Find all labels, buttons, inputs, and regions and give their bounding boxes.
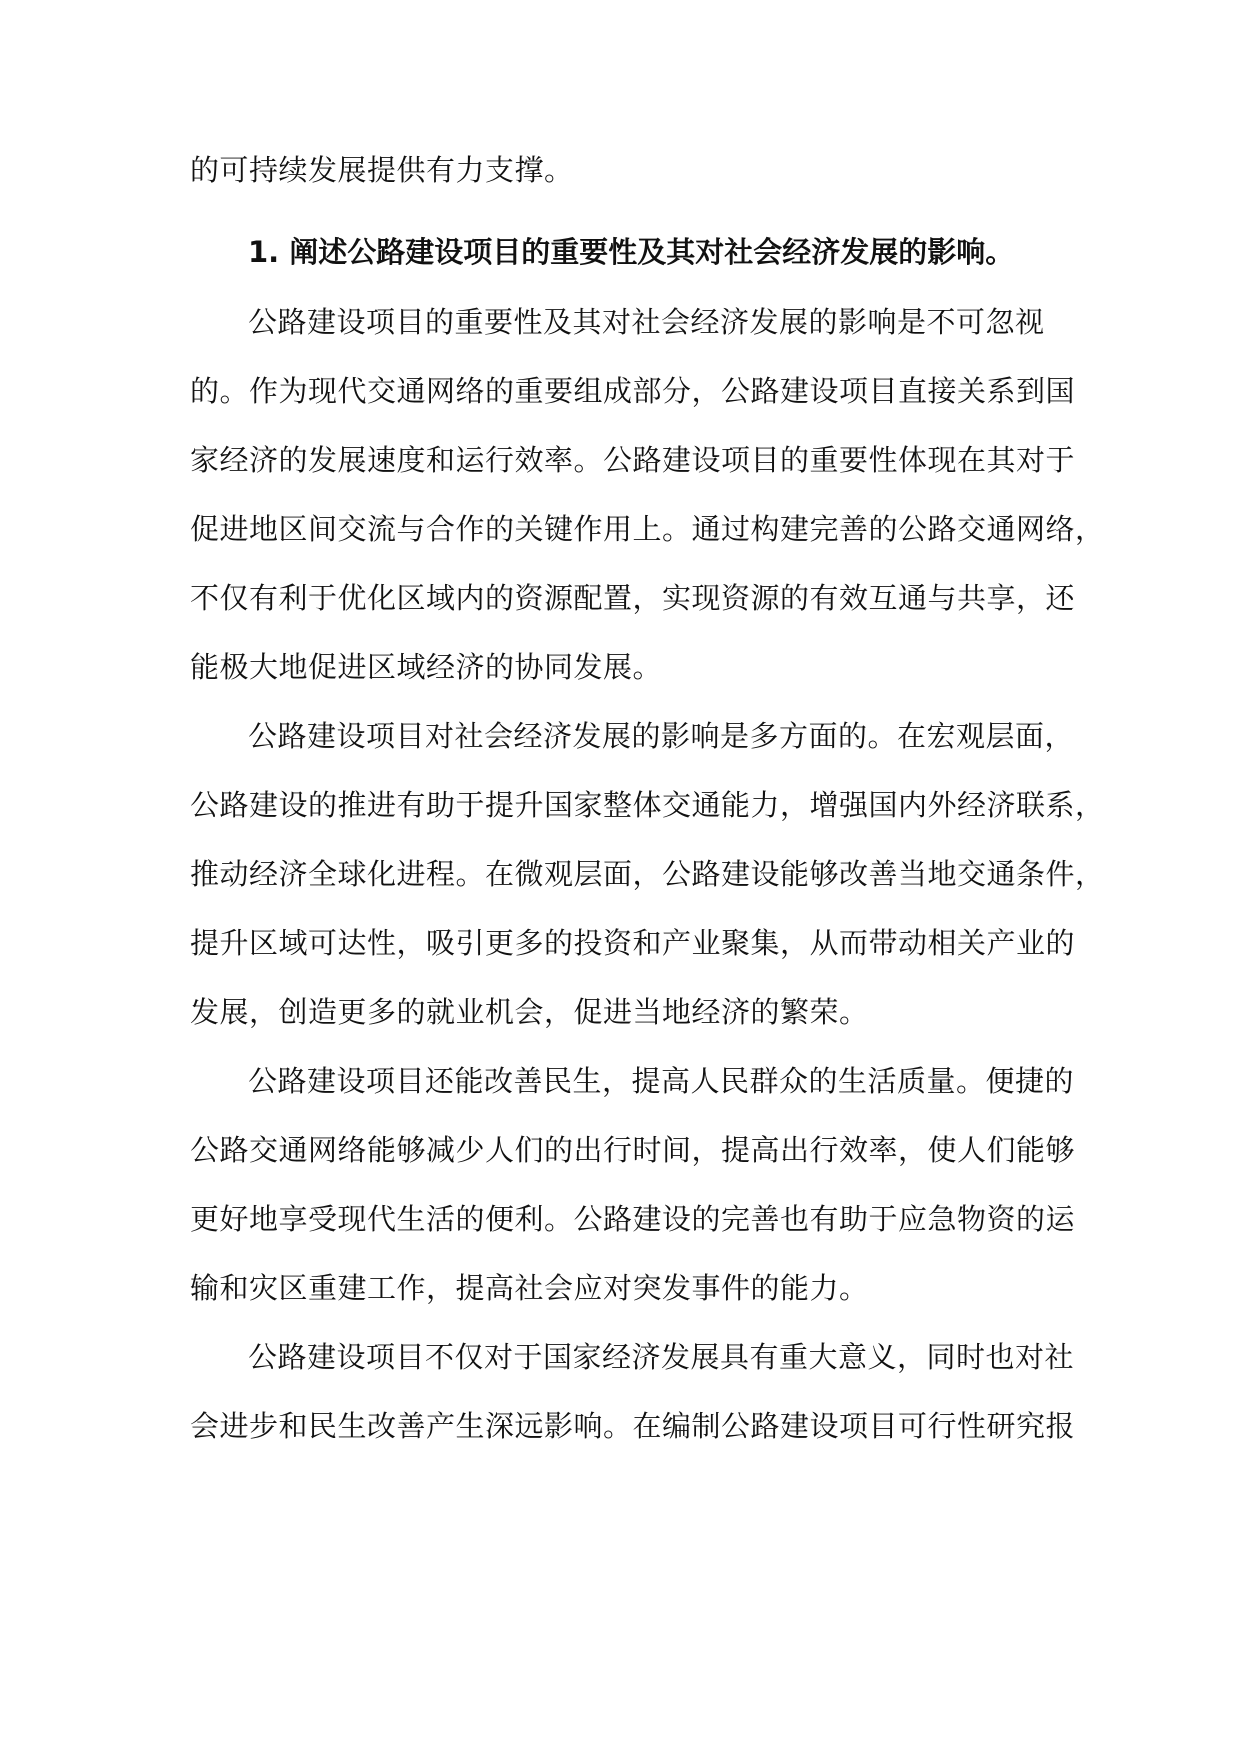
paragraph-2-line-4: 提升区域可达性，吸引更多的投资和产业聚集，从而带动相关产业的	[190, 926, 1076, 960]
paragraph-2-line-3: 推动经济全球化进程。在微观层面，公路建设能够改善当地交通条件，	[190, 857, 1105, 891]
paragraph-1-line-2: 的。作为现代交通网络的重要组成部分，公路建设项目直接关系到国	[190, 374, 1076, 408]
paragraph-1-line-5: 不仅有利于优化区域内的资源配置，实现资源的有效互通与共享，还	[190, 581, 1076, 615]
paragraph-2-line-1: 公路建设项目对社会经济发展的影响是多方面的。在宏观层面，	[248, 719, 1075, 753]
paragraph-4-line-1: 公路建设项目不仅对于国家经济发展具有重大意义，同时也对社	[248, 1340, 1075, 1374]
lead-line: 的可持续发展提供有力支撑。	[190, 153, 574, 187]
paragraph-3-line-1: 公路建设项目还能改善民生，提高人民群众的生活质量。便捷的	[248, 1064, 1075, 1098]
paragraph-3-line-3: 更好地享受现代生活的便利。公路建设的完善也有助于应急物资的运	[190, 1202, 1076, 1236]
paragraph-3-line-4: 输和灾区重建工作，提高社会应对突发事件的能力。	[190, 1271, 869, 1305]
paragraph-1-line-3: 家经济的发展速度和运行效率。公路建设项目的重要性体现在其对于	[190, 443, 1076, 477]
paragraph-1-line-4: 促进地区间交流与合作的关键作用上。通过构建完善的公路交通网络，	[190, 512, 1105, 546]
paragraph-1-line-1: 公路建设项目的重要性及其对社会经济发展的影响是不可忽视	[248, 305, 1045, 339]
paragraph-4-line-2: 会进步和民生改善产生深远影响。在编制公路建设项目可行性研究报	[190, 1409, 1076, 1443]
paragraph-2-line-5: 发展，创造更多的就业机会，促进当地经济的繁荣。	[190, 995, 869, 1029]
paragraph-1-line-6: 能极大地促进区域经济的协同发展。	[190, 650, 663, 684]
section-heading: 1. 阐述公路建设项目的重要性及其对社会经济发展的影响。	[248, 235, 1015, 269]
paragraph-3-line-2: 公路交通网络能够减少人们的出行时间，提高出行效率，使人们能够	[190, 1133, 1076, 1167]
paragraph-2-line-2: 公路建设的推进有助于提升国家整体交通能力，增强国内外经济联系，	[190, 788, 1105, 822]
